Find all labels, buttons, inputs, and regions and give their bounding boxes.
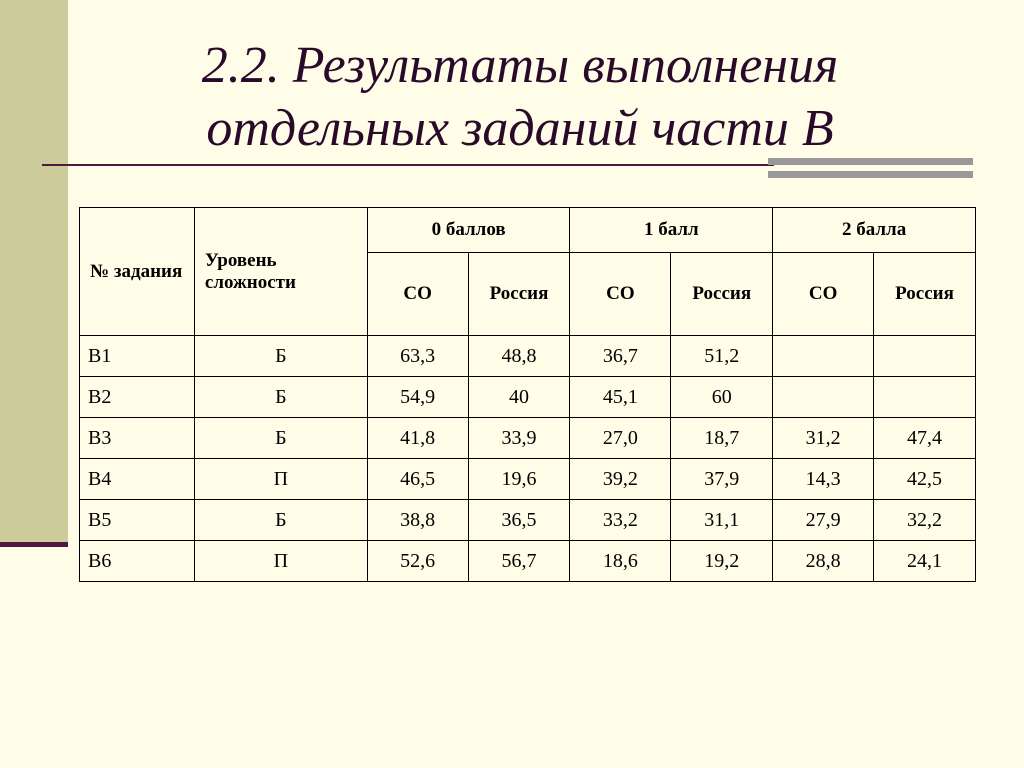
level-cell: Б (194, 336, 367, 377)
table-row (80, 500, 976, 541)
value-cell: 45,1 (570, 377, 671, 418)
value-cell: 14,3 (773, 459, 874, 500)
value-cell: 31,2 (773, 418, 874, 459)
value-cell: 46,5 (367, 459, 468, 500)
value-cell: 52,6 (367, 541, 468, 582)
value-cell (874, 377, 976, 418)
header-group-2: 2 балла (773, 208, 976, 253)
subheader: Россия (671, 253, 773, 336)
task-id-cell: В4 (80, 459, 195, 500)
subheader: Россия (468, 253, 570, 336)
value-cell: 42,5 (874, 459, 976, 500)
value-cell: 27,0 (570, 418, 671, 459)
table-row (80, 336, 976, 377)
level-cell: Б (194, 500, 367, 541)
value-cell: 24,1 (874, 541, 976, 582)
value-cell: 19,6 (468, 459, 570, 500)
results-table (79, 207, 976, 582)
title-gray-bar-top (768, 158, 973, 165)
subheader: Россия (874, 253, 976, 336)
header-group-1: 1 балл (570, 208, 773, 253)
header-task-number: № задания (80, 208, 195, 336)
value-cell: 33,2 (570, 500, 671, 541)
value-cell: 31,1 (671, 500, 773, 541)
value-cell (874, 336, 976, 377)
task-id-cell: В5 (80, 500, 195, 541)
value-cell: 60 (671, 377, 773, 418)
title-line-1: 2.2. Результаты выполнения (201, 37, 839, 94)
value-cell: 41,8 (367, 418, 468, 459)
value-cell: 40 (468, 377, 570, 418)
header-group-0: 0 баллов (367, 208, 570, 253)
value-cell: 33,9 (468, 418, 570, 459)
left-decor-line (0, 542, 68, 547)
task-id-cell: В2 (80, 377, 195, 418)
value-cell (773, 336, 874, 377)
subheader: СО (570, 253, 671, 336)
table-body (80, 336, 976, 582)
table-row (80, 541, 976, 582)
value-cell: 38,8 (367, 500, 468, 541)
table-row (80, 377, 976, 418)
task-id-cell: В1 (80, 336, 195, 377)
level-cell: П (194, 459, 367, 500)
subheader: СО (367, 253, 468, 336)
task-id-cell: В6 (80, 541, 195, 582)
value-cell: 28,8 (773, 541, 874, 582)
value-cell: 27,9 (773, 500, 874, 541)
value-cell: 36,5 (468, 500, 570, 541)
table-row (80, 459, 976, 500)
value-cell: 18,6 (570, 541, 671, 582)
task-id-cell: В3 (80, 418, 195, 459)
value-cell: 37,9 (671, 459, 773, 500)
level-cell: Б (194, 377, 367, 418)
header-level: Уровень сложности (194, 208, 367, 336)
value-cell: 19,2 (671, 541, 773, 582)
value-cell (773, 377, 874, 418)
value-cell: 54,9 (367, 377, 468, 418)
value-cell: 51,2 (671, 336, 773, 377)
value-cell: 48,8 (468, 336, 570, 377)
value-cell: 36,7 (570, 336, 671, 377)
value-cell: 32,2 (874, 500, 976, 541)
title-underline (42, 164, 774, 166)
level-cell: Б (194, 418, 367, 459)
title-line-2: отдельных заданий части В (206, 100, 834, 157)
slide-title (70, 34, 970, 160)
value-cell: 56,7 (468, 541, 570, 582)
table-row (80, 418, 976, 459)
value-cell: 39,2 (570, 459, 671, 500)
value-cell: 18,7 (671, 418, 773, 459)
subheader: СО (773, 253, 874, 336)
level-cell: П (194, 541, 367, 582)
value-cell: 63,3 (367, 336, 468, 377)
value-cell: 47,4 (874, 418, 976, 459)
left-decor-band (0, 0, 68, 545)
title-gray-bar-bottom (768, 171, 973, 178)
